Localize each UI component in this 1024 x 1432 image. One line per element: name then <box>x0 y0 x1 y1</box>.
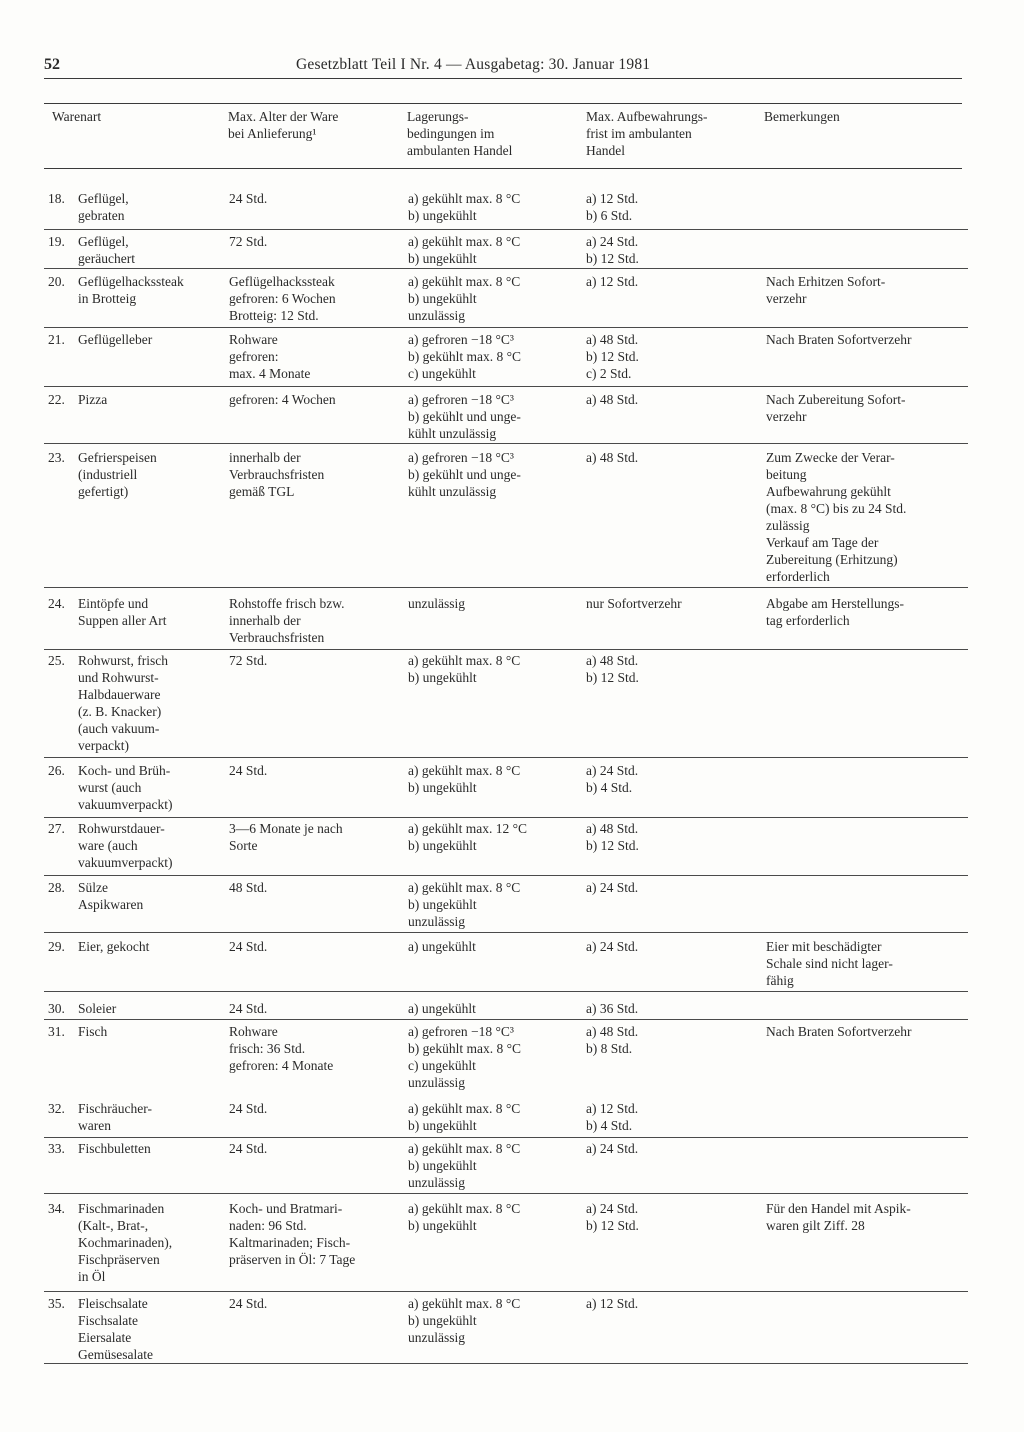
cell-warenart <box>48 449 223 500</box>
cell-warenart <box>48 762 223 813</box>
cell-aufbewahrungsfrist: a) 24 Std. <box>586 939 639 954</box>
cell-warenart <box>48 1295 223 1363</box>
cell-max-alter: 24 Std. <box>229 939 268 954</box>
cell-lagerung: a) gefroren −18 °C³ b) gekühlt max. 8 °C c) ungekühlt <box>408 332 522 381</box>
ware-name: Geflügelhackssteak in Brotteig <box>78 274 184 306</box>
cell-warenart <box>48 331 223 348</box>
row-number: 30. <box>48 1001 65 1016</box>
cell-lagerung: a) gekühlt max. 12 °C b) ungekühlt <box>408 821 528 853</box>
row-divider <box>44 817 968 818</box>
cell-max-alter: 24 Std. <box>229 763 268 778</box>
ware-name: Fisch <box>78 1024 108 1039</box>
cell-warenart <box>48 820 223 871</box>
row-divider <box>44 1019 968 1020</box>
row-number: 19. <box>48 234 65 249</box>
cell-max-alter: 24 Std. <box>229 1001 268 1016</box>
page-title: Gesetzblatt Teil I Nr. 4 — Ausgabetag: 30. Januar 1981 <box>296 56 651 73</box>
row-divider <box>44 443 968 444</box>
cell-max-alter: Geflügelhackssteak gefroren: 6 Wochen Brotteig: 12 Std. <box>229 274 336 323</box>
cell-lagerung: a) ungekühlt <box>408 1001 476 1016</box>
ware-name: Geflügel, geräuchert <box>78 234 135 266</box>
cell-max-alter: 3—6 Monate je nach Sorte <box>229 821 343 853</box>
cell-warenart <box>48 273 223 307</box>
header-rule <box>44 78 962 79</box>
cell-aufbewahrungsfrist: a) 12 Std. <box>586 274 639 289</box>
cell-lagerung: a) gekühlt max. 8 °C b) ungekühlt unzulässig <box>408 1296 521 1345</box>
row-number: 29. <box>48 939 65 954</box>
cell-bemerkungen: Nach Braten Sofortverzehr <box>766 332 912 347</box>
row-number: 26. <box>48 763 65 778</box>
cell-lagerung: a) gefroren −18 °C³ b) gekühlt und unge- kühlt unzulässig <box>408 450 521 499</box>
cell-aufbewahrungsfrist: a) 36 Std. <box>586 1001 639 1016</box>
page-number: 52 <box>44 56 60 73</box>
cell-max-alter: Rohware gefroren: max. 4 Monate <box>229 332 311 381</box>
column-header: Max. Aufbewahrungs- frist im ambulanten Handel <box>586 109 708 158</box>
row-divider <box>44 587 968 588</box>
ware-name: Geflügelleber <box>78 332 153 347</box>
row-number: 20. <box>48 274 65 289</box>
cell-bemerkungen: Nach Erhitzen Sofort- verzehr <box>766 274 886 306</box>
table-header-row <box>0 108 1024 168</box>
cell-max-alter: innerhalb der Verbrauchsfristen gemäß TGL <box>229 450 325 499</box>
cell-max-alter: 72 Std. <box>229 234 268 249</box>
cell-aufbewahrungsfrist: a) 48 Std. <box>586 392 639 407</box>
cell-aufbewahrungsfrist: a) 48 Std. b) 8 Std. <box>586 1024 639 1056</box>
cell-lagerung: a) gekühlt max. 8 °C b) ungekühlt unzulässig <box>408 274 521 323</box>
row-number: 22. <box>48 392 65 407</box>
cell-aufbewahrungsfrist: a) 12 Std. b) 4 Std. <box>586 1101 639 1133</box>
cell-lagerung: a) gekühlt max. 8 °C b) ungekühlt <box>408 1201 521 1233</box>
cell-max-alter: Rohstoffe frisch bzw. innerhalb der Verbrauchsfristen <box>229 596 345 645</box>
cell-bemerkungen: Nach Braten Sofortverzehr <box>766 1024 912 1039</box>
column-header: Max. Alter der Ware bei Anlieferung¹ <box>228 109 339 141</box>
ware-name: Sülze Aspikwaren <box>78 880 144 912</box>
cell-aufbewahrungsfrist: a) 48 Std. b) 12 Std. c) 2 Std. <box>586 332 639 381</box>
ware-name: Pizza <box>78 392 108 407</box>
cell-aufbewahrungsfrist: a) 24 Std. b) 12 Std. <box>586 234 639 266</box>
column-header: Lagerungs- bedingungen im ambulanten Handel <box>407 109 513 158</box>
row-divider <box>44 1363 968 1364</box>
row-divider <box>44 268 968 269</box>
cell-aufbewahrungsfrist: a) 48 Std. <box>586 450 639 465</box>
row-number: 23. <box>48 450 65 465</box>
cell-aufbewahrungsfrist: a) 24 Std. b) 12 Std. <box>586 1201 639 1233</box>
cell-max-alter: 24 Std. <box>229 1141 268 1156</box>
row-divider <box>44 1291 968 1292</box>
cell-lagerung: a) ungekühlt <box>408 939 476 954</box>
ware-name: Fleischsalate Fischsalate Eiersalate Gemüsesalate <box>78 1296 153 1362</box>
ware-name: Gefrierspeisen (industriell gefertigt) <box>78 450 157 499</box>
cell-aufbewahrungsfrist: a) 24 Std. <box>586 880 639 895</box>
cell-max-alter: 48 Std. <box>229 880 268 895</box>
cell-aufbewahrungsfrist: a) 48 Std. b) 12 Std. <box>586 821 639 853</box>
cell-warenart <box>48 233 223 267</box>
row-number: 31. <box>48 1024 65 1039</box>
cell-warenart <box>48 652 223 754</box>
cell-warenart <box>48 190 223 224</box>
ware-name: Eier, gekocht <box>78 939 150 954</box>
cell-aufbewahrungsfrist: a) 48 Std. b) 12 Std. <box>586 653 639 685</box>
ware-name: Geflügel, gebraten <box>78 191 129 223</box>
cell-lagerung: a) gekühlt max. 8 °C b) ungekühlt <box>408 234 521 266</box>
row-divider <box>44 932 968 933</box>
row-number: 27. <box>48 821 65 836</box>
cell-aufbewahrungsfrist: a) 12 Std. b) 6 Std. <box>586 191 639 223</box>
ware-name: Koch- und Brüh- wurst (auch vakuumverpackt) <box>78 763 173 812</box>
cell-lagerung: a) gefroren −18 °C³ b) gekühlt und unge- kühlt unzulässig <box>408 392 521 441</box>
cell-bemerkungen: Für den Handel mit Aspik- waren gilt Ziff. 28 <box>766 1201 911 1233</box>
cell-lagerung: a) gekühlt max. 8 °C b) ungekühlt unzulässig <box>408 1141 521 1190</box>
column-header: Warenart <box>52 109 102 124</box>
row-divider <box>44 991 968 992</box>
ware-name: Fischmarinaden (Kalt-, Brat-, Kochmarinaden), Fischpräserven in Öl <box>78 1201 173 1284</box>
row-number: 18. <box>48 191 65 206</box>
cell-lagerung: unzulässig <box>408 596 465 611</box>
cell-max-alter: 24 Std. <box>229 191 268 206</box>
row-divider <box>44 1193 968 1194</box>
row-divider <box>44 1137 968 1138</box>
cell-bemerkungen: Abgabe am Herstellungs- tag erforderlich <box>766 596 904 628</box>
cell-lagerung: a) gekühlt max. 8 °C b) ungekühlt <box>408 763 521 795</box>
row-number: 34. <box>48 1201 65 1216</box>
ware-name: Rohwurstdauer- ware (auch vakuumverpackt) <box>78 821 173 870</box>
cell-warenart <box>48 1200 223 1285</box>
cell-bemerkungen: Nach Zubereitung Sofort- verzehr <box>766 392 906 424</box>
cell-warenart <box>48 1023 223 1040</box>
page-header <box>44 56 962 80</box>
row-number: 35. <box>48 1296 65 1311</box>
cell-aufbewahrungsfrist: a) 24 Std. b) 4 Std. <box>586 763 639 795</box>
cell-bemerkungen: Eier mit beschädigter Schale sind nicht lager- fähig <box>766 939 893 988</box>
cell-max-alter: Koch- und Bratmari- naden: 96 Std. Kaltmarinaden; Fisch- präserven in Öl: 7 Tage <box>229 1201 356 1267</box>
ware-name: Rohwurst, frisch und Rohwurst- Halbdauerware (z. B. Knacker) (auch vakuum- verpackt) <box>78 653 168 753</box>
ware-name: Fischräucher- waren <box>78 1101 152 1133</box>
row-number: 32. <box>48 1101 65 1116</box>
row-number: 25. <box>48 653 65 668</box>
row-number: 21. <box>48 332 65 347</box>
cell-aufbewahrungsfrist: a) 24 Std. <box>586 1141 639 1156</box>
cell-warenart <box>48 1100 223 1134</box>
cell-lagerung: a) gekühlt max. 8 °C b) ungekühlt <box>408 653 521 685</box>
row-divider <box>44 386 968 387</box>
cell-warenart <box>48 391 223 408</box>
row-divider <box>44 327 968 328</box>
ware-name: Fischbuletten <box>78 1141 151 1156</box>
row-divider <box>44 229 968 230</box>
cell-max-alter: 24 Std. <box>229 1101 268 1116</box>
row-number: 33. <box>48 1141 65 1156</box>
cell-bemerkungen: Zum Zwecke der Verar- beitung Aufbewahrung gekühlt (max. 8 °C) bis zu 24 Std. zulässig Verkauf am Tage der Zubereitung (Erhitzung) erforderlich <box>766 450 907 584</box>
table-top-rule <box>44 103 962 104</box>
row-divider <box>44 875 968 876</box>
cell-warenart <box>48 1000 223 1017</box>
cell-max-alter: 24 Std. <box>229 1296 268 1311</box>
cell-max-alter: 72 Std. <box>229 653 268 668</box>
cell-aufbewahrungsfrist: a) 12 Std. <box>586 1296 639 1311</box>
row-divider <box>44 649 968 650</box>
row-divider <box>44 757 968 758</box>
cell-warenart <box>48 879 223 913</box>
cell-warenart <box>48 1140 223 1157</box>
cell-lagerung: a) gekühlt max. 8 °C b) ungekühlt <box>408 191 521 223</box>
ware-name: Eintöpfe und Suppen aller Art <box>78 596 167 628</box>
ware-name: Soleier <box>78 1001 117 1016</box>
header-bottom-rule <box>44 168 962 169</box>
cell-warenart <box>48 595 223 629</box>
row-number: 28. <box>48 880 65 895</box>
cell-aufbewahrungsfrist: nur Sofortverzehr <box>586 596 682 611</box>
cell-warenart <box>48 938 223 955</box>
cell-lagerung: a) gekühlt max. 8 °C b) ungekühlt <box>408 1101 521 1133</box>
row-number: 24. <box>48 596 65 611</box>
cell-max-alter: Rohware frisch: 36 Std. gefroren: 4 Monate <box>229 1024 334 1073</box>
cell-lagerung: a) gekühlt max. 8 °C b) ungekühlt unzulässig <box>408 880 521 929</box>
cell-max-alter: gefroren: 4 Wochen <box>229 392 336 407</box>
cell-lagerung: a) gefroren −18 °C³ b) gekühlt max. 8 °C c) ungekühlt unzulässig <box>408 1024 522 1090</box>
column-header: Bemerkungen <box>764 109 840 124</box>
